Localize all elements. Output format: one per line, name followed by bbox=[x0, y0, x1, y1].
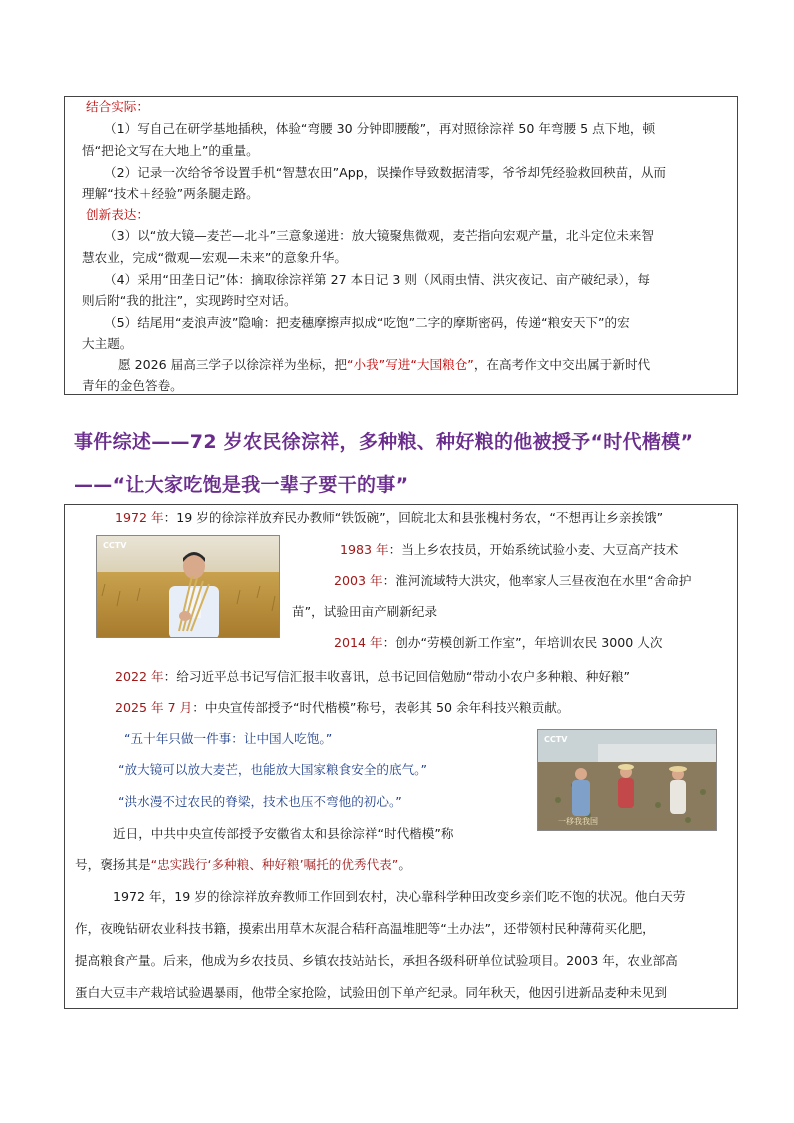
para1-text-b: 。 bbox=[398, 857, 411, 872]
item1-line2: 悟“把论文写在大地上”的重量。 bbox=[82, 143, 259, 158]
year-2025: 2025 年 7 月 bbox=[115, 700, 193, 715]
practice-box bbox=[64, 96, 738, 395]
para1-text-a: 号，褒扬其是 bbox=[75, 857, 151, 872]
farmer-wheat-image bbox=[97, 536, 280, 638]
text-1972: ：19 岁的徐淙祥放弃民办教师“铁饭碗”，回皖北太和县张槐村务农，“不想再让乡亲挨饿” bbox=[163, 510, 664, 525]
farmer-wheat-photo bbox=[96, 535, 280, 638]
quote-1: “五十年只做一件事：让中国人吃饱。” bbox=[124, 731, 333, 746]
timeline-1972 bbox=[115, 510, 663, 526]
field-visit-photo bbox=[537, 729, 717, 831]
timeline-2003 bbox=[334, 573, 691, 589]
section-title-line2: ——“让大家吃饱是我一辈子要干的事” bbox=[74, 474, 409, 496]
text-1983: ：当上乡农技员，开始系统试验小麦、大豆高产技术 bbox=[388, 542, 679, 557]
timeline-2014 bbox=[334, 635, 662, 651]
cctv-logo-2: CCTV bbox=[544, 735, 568, 744]
text-2025: ：中央宣传部授予“时代楷模”称号，表彰其 50 余年科技兴粮贡献。 bbox=[192, 700, 570, 715]
section-title-line1: 事件综述——72 岁农民徐淙祥，多种粮、种好粮的他被授予“时代楷模” bbox=[74, 431, 694, 453]
text-2022: ：给习近平总书记写信汇报丰收喜讯，总书记回信勉励“带动小农户多种粮、种好粮” bbox=[163, 669, 631, 684]
para2-line3: 提高粮食产量。后来，他成为乡农技员、乡镇农技站站长，承担各级科研单位试验项目。2003 年，农业部高 bbox=[75, 953, 678, 968]
para1-line2 bbox=[75, 857, 411, 873]
para2-line4: 蛋白大豆丰产栽培试验遇暴雨，他带全家抢险，试验田创下单产纪录。同年秋天，他因引进新品麦种未见到 bbox=[75, 985, 667, 1000]
para2-line1: 1972 年，19 岁的徐淙祥放弃教师工作回到农村，决心靠科学种田改变乡亲们吃不饱的状况。他白天劳 bbox=[113, 889, 686, 904]
timeline-1983 bbox=[340, 542, 678, 558]
heading-practice: 结合实际： bbox=[86, 99, 149, 114]
item3-line1: （3）以“放大镜—麦芒—北斗”三意象递进：放大镜聚焦微观，麦芒指向宏观产量，北斗定位未来智 bbox=[104, 228, 654, 243]
quote-2: “放大镜可以放大麦芒，也能放大国家粮食安全的底气。” bbox=[118, 762, 427, 777]
year-2014: 2014 年 bbox=[334, 635, 383, 650]
wish-line1 bbox=[118, 357, 650, 373]
item4-line1: （4）采用“田垄日记”体：摘取徐淙祥第 27 本日记 3 则（风雨虫情、洪灾夜记、亩产破纪录），每 bbox=[104, 272, 650, 287]
item2-line2: 理解“技术＋经验”两条腿走路。 bbox=[82, 186, 259, 201]
text-2003: ：淮河流域特大洪灾，他率家人三昼夜泡在水里“舍命护 bbox=[382, 573, 692, 588]
para2-line2: 作，夜晚钻研农业科技书籍，摸索出用草木灰混合秸秆高温堆肥等“土办法”，还带领村民种薄荷买化肥， bbox=[75, 921, 655, 936]
timeline-2003-cont: 苗”，试验田亩产刷新纪录 bbox=[292, 604, 438, 619]
item4-line2: 则后附“我的批注”，实现跨时空对话。 bbox=[82, 293, 297, 308]
wish-highlight: “小我”写进“大国粮仓” bbox=[346, 357, 474, 372]
para1-highlight: “忠实践行‘多种粮、种好粮’嘱托的优秀代表” bbox=[150, 857, 399, 872]
cctv-logo-1: CCTV bbox=[103, 541, 127, 550]
photo2-caption: 一移我我国 bbox=[558, 817, 598, 826]
timeline-2025 bbox=[115, 700, 569, 716]
year-2022: 2022 年 bbox=[115, 669, 164, 684]
wish-text-b: ，在高考作文中交出属于新时代 bbox=[473, 357, 651, 372]
item5-line2: 大主题。 bbox=[82, 336, 133, 351]
item1-line1: （1）写自己在研学基地插秧，体验“弯腰 30 分钟即腰酸”，再对照徐淙祥 50 年弯腰 5 点下地，顿 bbox=[104, 121, 656, 136]
year-1983: 1983 年 bbox=[340, 542, 389, 557]
item2-line1: （2）记录一次给爷爷设置手机“智慧农田”App，误操作导致数据清零，爷爷却凭经验救回秧苗，从而 bbox=[104, 165, 667, 180]
year-2003: 2003 年 bbox=[334, 573, 383, 588]
quote-3: “洪水漫不过农民的脊梁，技术也压不弯他的初心。” bbox=[118, 794, 402, 809]
year-1972: 1972 年 bbox=[115, 510, 164, 525]
wish-text-a: 愿 2026 届高三学子以徐淙祥为坐标，把 bbox=[118, 357, 347, 372]
para1-line1: 近日，中共中央宣传部授予安徽省太和县徐淙祥“时代楷模”称 bbox=[113, 826, 454, 841]
timeline-2022 bbox=[115, 669, 630, 685]
item5-line1: （5）结尾用“麦浪声波”隐喻：把麦穗摩擦声拟成“吃饱”二字的摩斯密码，传递“粮安天下”的宏 bbox=[104, 315, 630, 330]
heading-creative: 创新表达： bbox=[86, 207, 149, 222]
text-2014: ：创办“劳模创新工作室”，年培训农民 3000 人次 bbox=[382, 635, 663, 650]
wish-line2: 青年的金色答卷。 bbox=[82, 378, 183, 393]
item3-line2: 慧农业，完成“微观—宏观—未来”的意象升华。 bbox=[82, 250, 347, 265]
